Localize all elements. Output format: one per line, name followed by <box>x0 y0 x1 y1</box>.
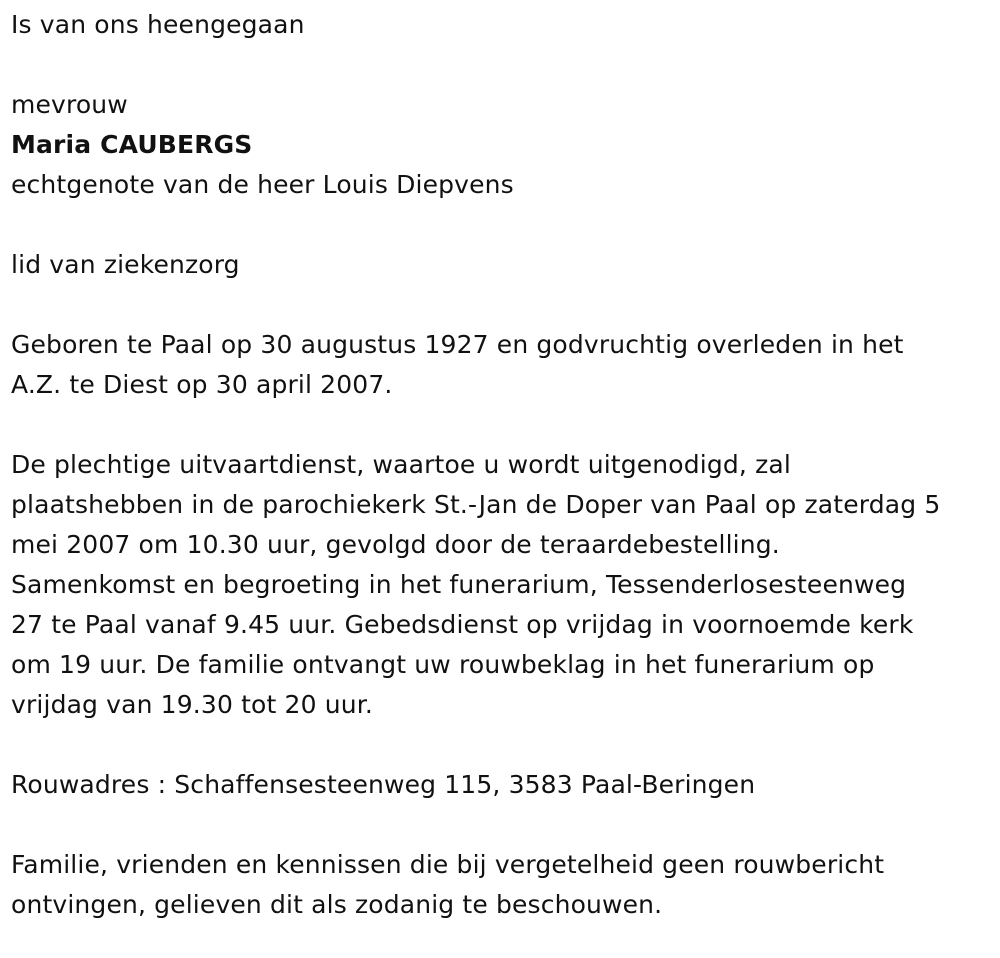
membership-line: lid van ziekenzorg <box>11 250 240 279</box>
salutation: mevrouw <box>11 90 128 119</box>
mourning-address: Rouwadres : Schaffensesteenweg 115, 3583 Paal-Beringen <box>11 770 756 799</box>
spouse-line: echtgenote van de heer Louis Diepvens <box>11 170 514 199</box>
deceased-name: Maria CAUBERGS <box>11 130 253 159</box>
ceremony-paragraph: De plechtige uitvaartdienst, waartoe u wordt uitgenodigd, zal plaatshebben in de parochiekerk St.-Jan de Doper van Paal op zaterdag 5 mei 2007 om 10.30 uur, gevolgd door de teraardebestelling. Samenkomst en begroeting in het funerarium, Tessenderlosesteenweg 27 te Paal vanaf 9.45 uur. Gebedsdienst op vrijdag in voornoemde kerk om 19 uur. De familie ontvangt uw rouwbeklag in het funerarium op vrijdag van 19.30 tot 20 uur. <box>11 450 941 719</box>
closing-paragraph: Familie, vrienden en kennissen die bij vergetelheid geen rouwbericht ontvingen, gelieven dit als zodanig te beschouwen. <box>11 850 885 919</box>
intro-line: Is van ons heengegaan <box>11 10 305 39</box>
birth-death-paragraph: Geboren te Paal op 30 augustus 1927 en godvruchtig overleden in het A.Z. te Diest op 30 april 2007. <box>11 330 904 399</box>
